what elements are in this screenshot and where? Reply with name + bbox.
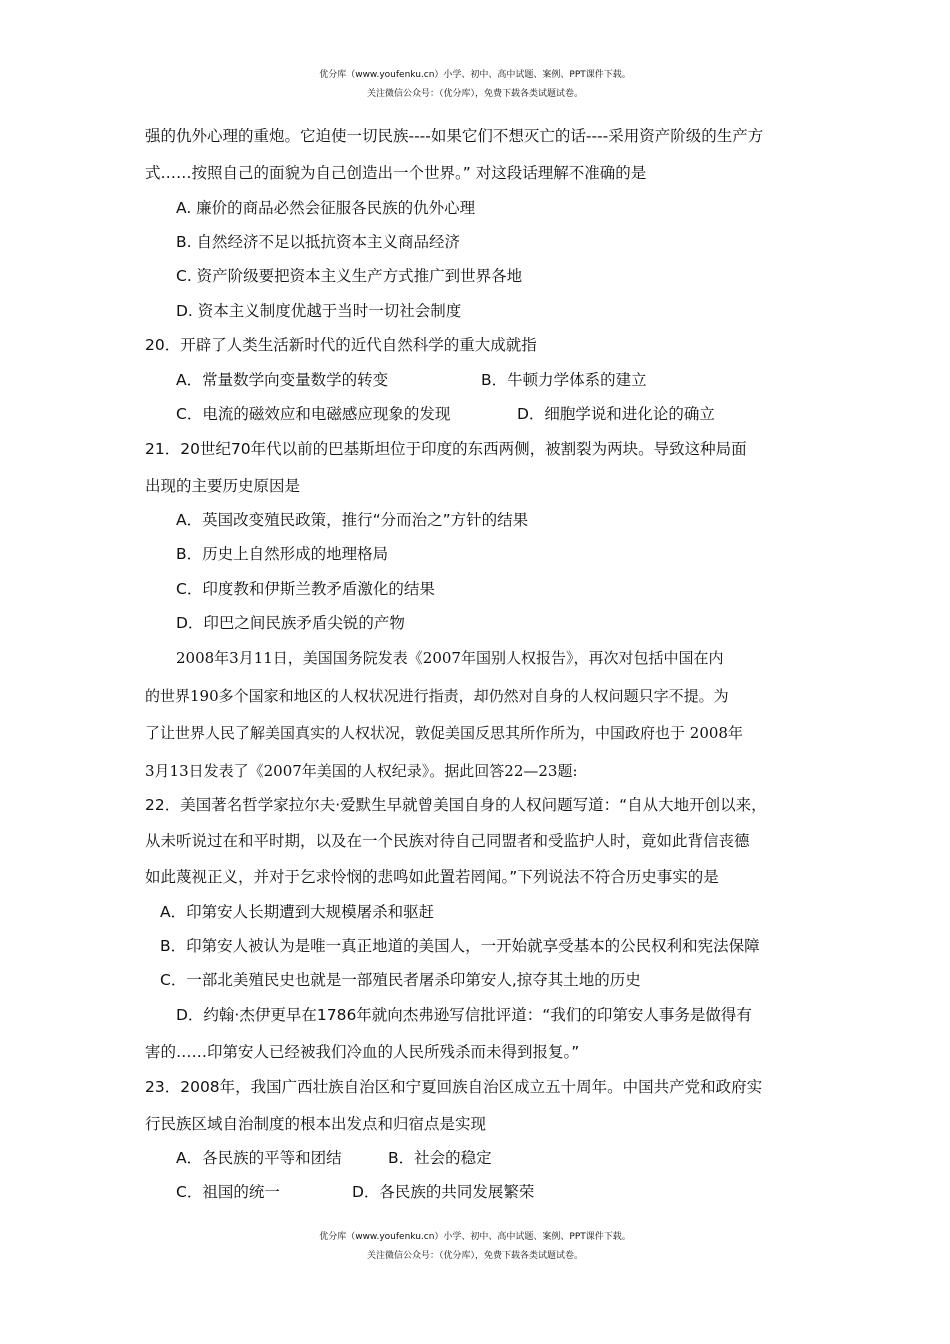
footer-line-2: 关注微信公众号：（优分库），免费下载各类试题试卷。 [366, 1251, 583, 1261]
q23-stem-line-2: 行民族区域自治制度的根本出发点和归宿点是实现 [145, 1115, 487, 1133]
header-line-1: 优分库（www.youfenku.cn）小学、初中、高中试题、案例、PPT课件下载。 [319, 70, 631, 80]
footer-line-1: 优分库（www.youfenku.cn）小学、初中、高中试题、案例、PPT课件下载。 [319, 1232, 631, 1242]
q22-option-a: A．印第安人长期遭到大规模屠杀和驱赶 [160, 903, 435, 921]
q21-option-d: D．印巴之间民族矛盾尖锐的产物 [176, 614, 405, 632]
q20-option-a: A．常量数学向变量数学的转变 [176, 371, 389, 389]
q19-continuation-2: 式……按照自己的面貌为自己创造出一个世界。” 对这段话理解不准确的是 [145, 164, 647, 182]
q21-option-b: B．历史上自然形成的地理格局 [176, 545, 389, 563]
q19-option-c: C. 资产阶级要把资本主义生产方式推广到世界各地 [176, 267, 523, 285]
q22-option-d-line-1: D．约翰·杰伊更早在1786年就向杰弗逊写信批评道：“我们的印第安人事务是做得有 [176, 1006, 752, 1024]
q20-option-d: D．细胞学说和进化论的确立 [517, 405, 715, 423]
q19-continuation-1: 强的仇外心理的重炮。它迫使一切民族----如果它们不想灭亡的话----采用资产阶级的生产方 [145, 127, 764, 145]
q21-stem-line-1: 21．20世纪70年代以前的巴基斯坦位于印度的东西两侧，被割裂为两块。导致这种局面 [145, 440, 747, 458]
q21-stem-line-2: 出现的主要历史原因是 [145, 477, 301, 495]
q22-stem-line-3: 如此蔑视正义，并对于乞求怜悯的悲鸣如此置若罔闻。”下列说法不符合历史事实的是 [145, 868, 719, 886]
passage-line-2: 的世界190多个国家和地区的人权状况进行指责，却仍然对自身的人权问题只字不提。为 [145, 687, 729, 705]
q23-option-d: D．各民族的共同发展繁荣 [352, 1183, 535, 1201]
header-line-2: 关注微信公众号：（优分库），免费下载各类试题试卷。 [366, 89, 583, 99]
q20-stem: 20．开辟了人类生活新时代的近代自然科学的重大成就指 [145, 336, 537, 354]
q19-option-d: D. 资本主义制度优越于当时一切社会制度 [176, 302, 462, 320]
q23-option-b: B．社会的稳定 [388, 1149, 492, 1167]
q23-option-a: A．各民族的平等和团结 [176, 1149, 342, 1167]
passage-line-3: 了让世界人民了解美国真实的人权状况，敦促美国反思其所作所为，中国政府也于 2008年 [145, 724, 743, 742]
q20-option-b: B．牛顿力学体系的建立 [481, 371, 647, 389]
passage-line-4: 3月13日发表了《2007年美国的人权纪录》。据此回答22—23题: [145, 762, 578, 780]
q20-option-c: C．电流的磁效应和电磁感应现象的发现 [176, 405, 451, 423]
page-footer [0, 1228, 950, 1266]
q22-stem-line-1: 22．美国著名哲学家拉尔夫·爱默生早就曾美国自身的人权问题写道：“自从大地开创以来， [145, 796, 767, 814]
q22-option-d-line-2: 害的……印第安人已经被我们冷血的人民所残杀而未得到报复。” [145, 1043, 580, 1061]
page-header [0, 66, 950, 104]
q21-option-c: C．印度教和伊斯兰教矛盾激化的结果 [176, 580, 435, 598]
q22-stem-line-2: 从未听说过在和平时期，以及在一个民族对待自己同盟者和受监护人时，竟如此背信丧德 [145, 832, 750, 850]
q22-option-c: C．一部北美殖民史也就是一部殖民者屠杀印第安人,掠夺其土地的历史 [160, 971, 641, 989]
q21-option-a: A．英国改变殖民政策，推行“分而治之”方针的结果 [176, 511, 529, 529]
q22-option-b: B．印第安人被认为是唯一真正地道的美国人，一开始就享受基本的公民权利和宪法保障 [160, 937, 760, 955]
passage-line-1: 2008年3月11日，美国国务院发表《2007年国别人权报告》，再次对包括中国在内 [176, 649, 724, 667]
q19-option-a: A. 廉价的商品必然会征服各民族的仇外心理 [176, 199, 476, 217]
q23-option-c: C．祖国的统一 [176, 1183, 280, 1201]
q23-stem-line-1: 23．2008年，我国广西壮族自治区和宁夏回族自治区成立五十周年。中国共产党和政府实 [145, 1078, 763, 1096]
q19-option-b: B. 自然经济不足以抵抗资本主义商品经济 [176, 233, 460, 251]
